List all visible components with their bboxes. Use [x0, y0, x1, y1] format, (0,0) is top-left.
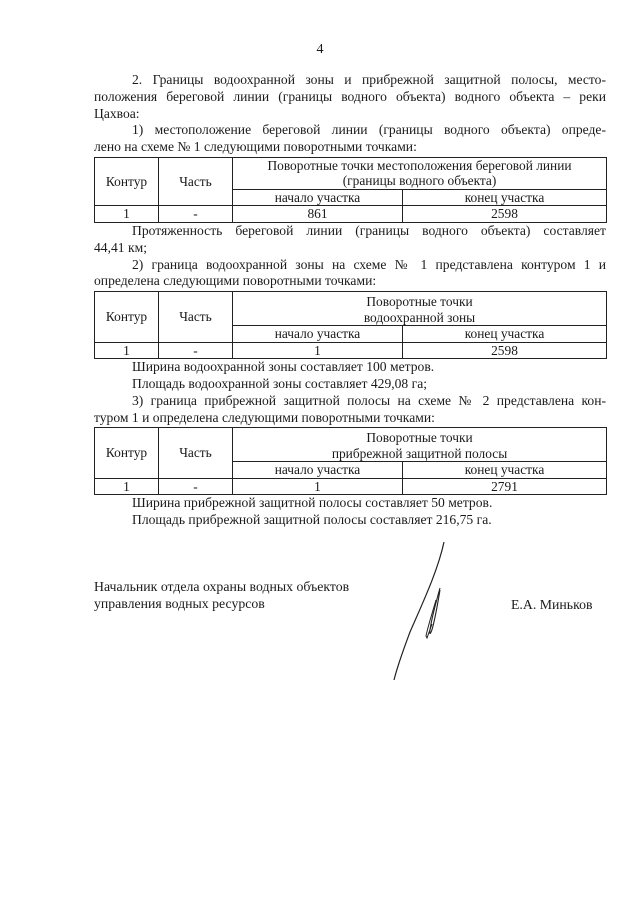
table-row — [95, 478, 607, 495]
cell-end: 2598 — [403, 206, 607, 223]
item3-line1: 3) граница прибрежной защитной полосы на схеме № 2 представлена кон- — [132, 392, 606, 408]
water-protection-zone-table — [94, 291, 607, 359]
cell-contour: 1 — [95, 206, 159, 223]
header-points-line1: Поворотные точки — [366, 294, 473, 310]
length-line1: Протяженность береговой линии (границы водного объекта) составляет — [132, 222, 606, 238]
zone-area: Площадь водоохранной зоны составляет 429,08 га; — [132, 375, 428, 391]
header-points — [233, 428, 607, 462]
cell-part: - — [159, 206, 233, 223]
header-part: Часть — [159, 292, 233, 343]
item2-line1: 2) граница водоохранной зоны на схеме № 1 представлена контуром 1 и — [132, 256, 606, 272]
section2-line3: Цахвоа: — [94, 105, 140, 121]
table-row — [95, 206, 607, 223]
header-contour: Контур — [95, 157, 159, 206]
header-points-line1: Поворотные точки местоположения береговой линии — [267, 157, 572, 173]
zone-width: Ширина водоохранной зоны составляет 100 метров. — [132, 359, 435, 375]
header-points-line1: Поворотные точки — [366, 430, 473, 446]
signer-title-line2: управления водных ресурсов — [94, 596, 265, 611]
subheader-start: начало участка — [233, 189, 403, 206]
header-points-line2: прибрежной защитной полосы — [331, 445, 508, 461]
strip-width: Ширина прибрежной защитной полосы составляет 50 метров. — [132, 495, 493, 511]
signer-name: Е.А. Миньков — [511, 597, 593, 612]
document-body — [94, 72, 606, 529]
header-points — [233, 292, 607, 326]
cell-start: 1 — [233, 478, 403, 495]
page-number: 4 — [316, 42, 324, 57]
cell-contour: 1 — [95, 342, 159, 359]
item1-line1: 1) местоположение береговой линии (границы водного объекта) опреде- — [132, 122, 606, 138]
subheader-start: начало участка — [233, 326, 403, 343]
header-contour: Контур — [95, 428, 159, 479]
section2-line2: положения береговой линии (границы водного объекта) водного объекта – реки — [94, 88, 606, 104]
subheader-end: конец участка — [403, 189, 607, 206]
header-points — [233, 157, 607, 189]
cell-end: 2598 — [403, 342, 607, 359]
item2-line2: определена следующими поворотными точками: — [94, 273, 377, 289]
header-contour: Контур — [95, 292, 159, 343]
subheader-start: начало участка — [233, 462, 403, 479]
header-points-line2: водоохранной зоны — [363, 309, 476, 325]
header-points-line2: (границы водного объекта) — [342, 173, 497, 189]
cell-part: - — [159, 342, 233, 359]
header-part: Часть — [159, 428, 233, 479]
length-line2: 44,41 км; — [94, 239, 147, 255]
item3-line2: туром 1 и определена следующими поворотными точками: — [94, 409, 435, 425]
cell-contour: 1 — [95, 478, 159, 495]
subheader-end: конец участка — [403, 326, 607, 343]
cell-start: 861 — [233, 206, 403, 223]
section2-line1: 2. Границы водоохранной зоны и прибрежной защитной полосы, место- — [132, 72, 606, 87]
cell-end: 2791 — [403, 478, 607, 495]
cell-start: 1 — [233, 342, 403, 359]
handwritten-signature-icon — [380, 540, 460, 690]
table-row — [95, 342, 607, 359]
header-part: Часть — [159, 157, 233, 206]
cell-part: - — [159, 478, 233, 495]
strip-area: Площадь прибрежной защитной полосы составляет 216,75 га. — [132, 512, 492, 528]
shoreline-points-table — [94, 157, 607, 223]
coastal-strip-table — [94, 427, 607, 495]
subheader-end: конец участка — [403, 462, 607, 479]
signer-title-line1: Начальник отдела охраны водных объектов — [94, 579, 350, 594]
item1-line2: лено на схеме № 1 следующими поворотными точками: — [94, 139, 417, 155]
